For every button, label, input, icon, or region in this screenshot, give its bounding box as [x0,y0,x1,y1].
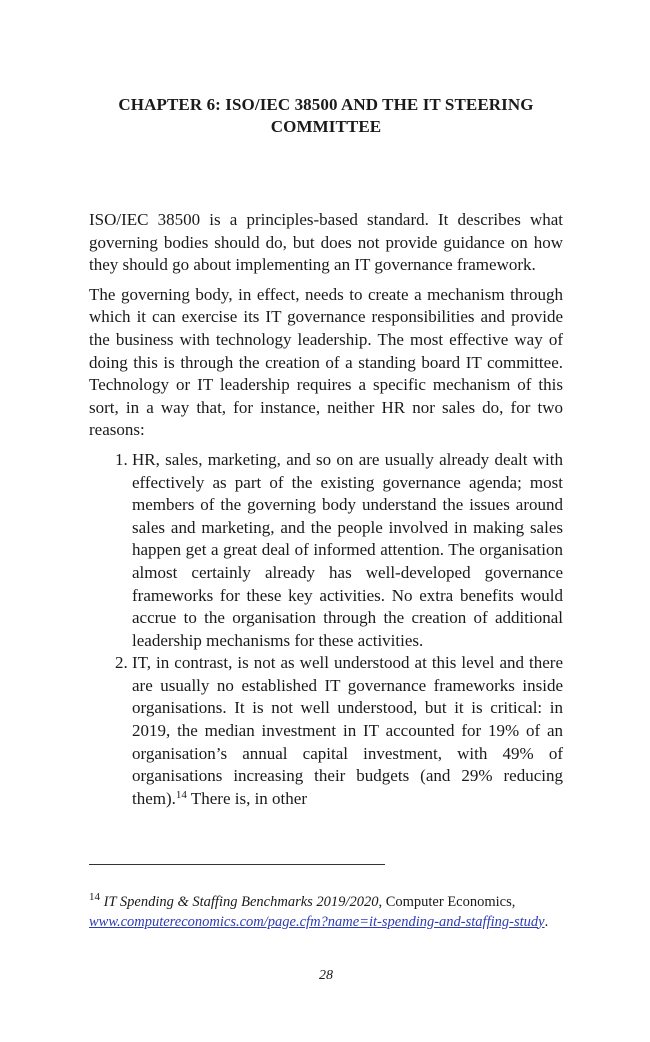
list-item-2-text-continued: There is, in other [186,788,307,808]
footnote-source-title: IT Spending & Staffing Benchmarks 2019/2020 [103,894,379,910]
footnote-publisher: , Computer Economics, [378,894,516,910]
paragraph-2: The governing body, in effect, needs to create a mechanism through which it can exercise its IT governance responsibilities and provide the business with technology leadership. The most effective way of doing this is through the creation of a standing board IT committee. Technology or IT leadership requires a specific mechanism of this sort, in a way that, for instance, neither HR nor sales do, for two reasons: [89,284,563,440]
list-item-2 [132,652,563,810]
page-number: 28 [319,968,333,983]
chapter-title-line-1: CHAPTER 6: ISO/IEC 38500 AND THE IT STEERING [118,95,534,114]
footnote-divider [89,864,385,865]
book-page [89,0,563,1042]
body-text [89,209,563,810]
chapter-title-line-2: COMMITTEE [270,117,382,136]
reasons-list [89,449,563,811]
footnote-number: 14 [89,891,100,903]
chapter-title [89,94,563,138]
footnote-link[interactable]: www.computereconomics.com/page.cfm?name=it-spending-and-staffing-study [89,913,545,930]
list-item-1: 1. HR, sales, marketing, and so on are usually already dealt with effectively as part of the existing governance agenda; most members of the governing body understand the issues around sales and marketing, and the people involved in making sales happen get a great deal of informed attention. The organisation almost certainly already has well-developed governance frameworks for these key activities. No extra benefits would accrue to the organisation through the creation of additional leadership mechanisms for these activities. [132,449,563,652]
footnote-reference[interactable]: 14 [175,788,187,801]
list-item-2-text: IT, in contrast, is not as well understood at this level and there are usually no established IT governance frameworks inside organisations. It is not well understood, but it is critical: in 2019, the median investment in IT accounted for 19% of an organisation’s annual capital investment, with 49% of organisations increasing their budgets (and 29% reducing them). [132,653,563,808]
footnote [89,893,563,932]
footnote-end: . [544,913,549,930]
paragraph-1: ISO/IEC 38500 is a principles-based standard. It describes what governing bodies should do, but does not provide guidance on how they should go about implementing an IT governance framework. [89,210,563,275]
